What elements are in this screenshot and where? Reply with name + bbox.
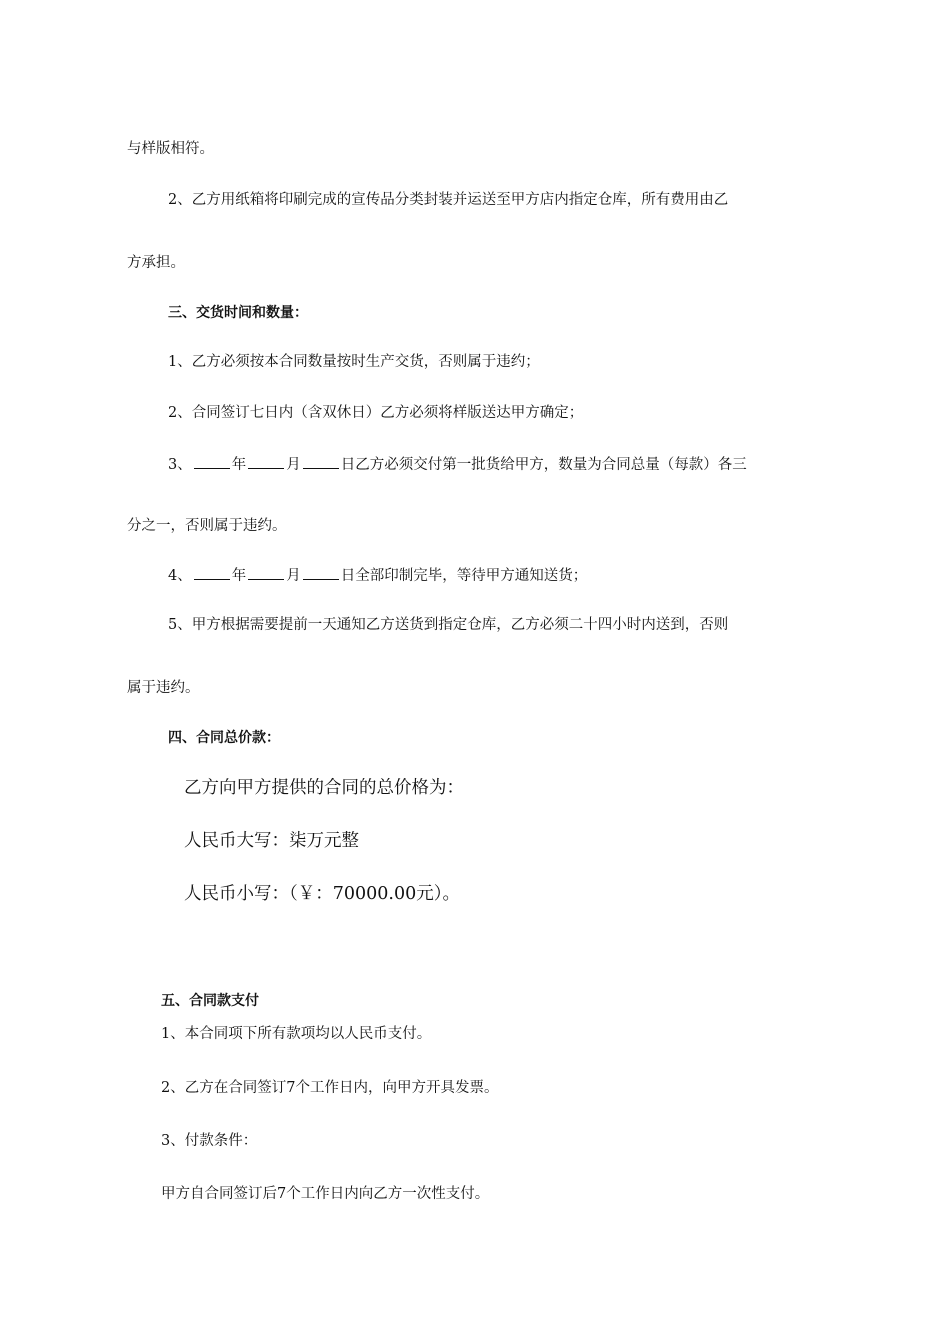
day-blank[interactable]: [303, 565, 339, 580]
payment-item-2: 2、乙方在合同签订7个工作日内，向甲方开具发票。: [161, 1080, 499, 1096]
month-blank[interactable]: [248, 565, 284, 580]
day-blank[interactable]: [303, 454, 339, 469]
year-label: 年: [231, 457, 247, 473]
payment-item-3: 3、付款条件：: [161, 1133, 258, 1149]
payment-item-1: 1、本合同项下所有款项均以人民币支付。: [161, 1026, 432, 1042]
delivery-item-3-line1: [168, 454, 747, 475]
delivery-item-5-line1: 5、甲方根据需要提前一天通知乙方送货到指定仓库，乙方必须二十四小时内送到，否则: [168, 617, 729, 633]
item-3-text: 日乙方必须交付第一批货给甲方，数量为合同总量（每款）各三: [340, 457, 747, 473]
delivery-item-2: 2、合同签订七日内（含双休日）乙方必须将样版送达甲方确定；: [168, 405, 584, 421]
year-label: 年: [231, 568, 247, 584]
delivery-item-1: 1、乙方必须按本合同数量按时生产交货，否则属于违约；: [168, 354, 540, 370]
price-lowercase: 人民币小写：（￥：70000.00元）。: [184, 884, 461, 904]
month-blank[interactable]: [248, 454, 284, 469]
year-blank[interactable]: [194, 454, 230, 469]
paragraph-packaging-line1: 2、乙方用纸箱将印刷完成的宣传品分类封装并运送至甲方店内指定仓库，所有费用由乙: [168, 192, 729, 208]
item-4-number: 4、: [168, 568, 192, 584]
section-heading-payment: 五、合同款支付: [161, 993, 259, 1009]
year-blank[interactable]: [194, 565, 230, 580]
paragraph-packaging-line2: 方承担。: [127, 255, 185, 271]
price-uppercase: 人民币大写：柒万元整: [184, 831, 359, 851]
section-heading-delivery: 三、交货时间和数量：: [168, 305, 308, 321]
month-label: 月: [286, 568, 301, 584]
payment-terms: 甲方自合同签订后7个工作日内向乙方一次性支付。: [161, 1186, 490, 1202]
month-label: 月: [286, 457, 301, 473]
item-3-number: 3、: [168, 457, 192, 473]
delivery-item-5-line2: 属于违约。: [127, 680, 200, 696]
item-4-text: 日全部印制完毕，等待甲方通知送货；: [340, 568, 588, 584]
delivery-item-4: [168, 565, 587, 586]
price-intro: 乙方向甲方提供的合同的总价格为：: [184, 778, 464, 798]
section-heading-total-price: 四、合同总价款：: [168, 730, 280, 746]
delivery-item-3-line2: 分之一，否则属于违约。: [127, 518, 287, 534]
paragraph-sample-match: 与样版相符。: [127, 141, 214, 157]
